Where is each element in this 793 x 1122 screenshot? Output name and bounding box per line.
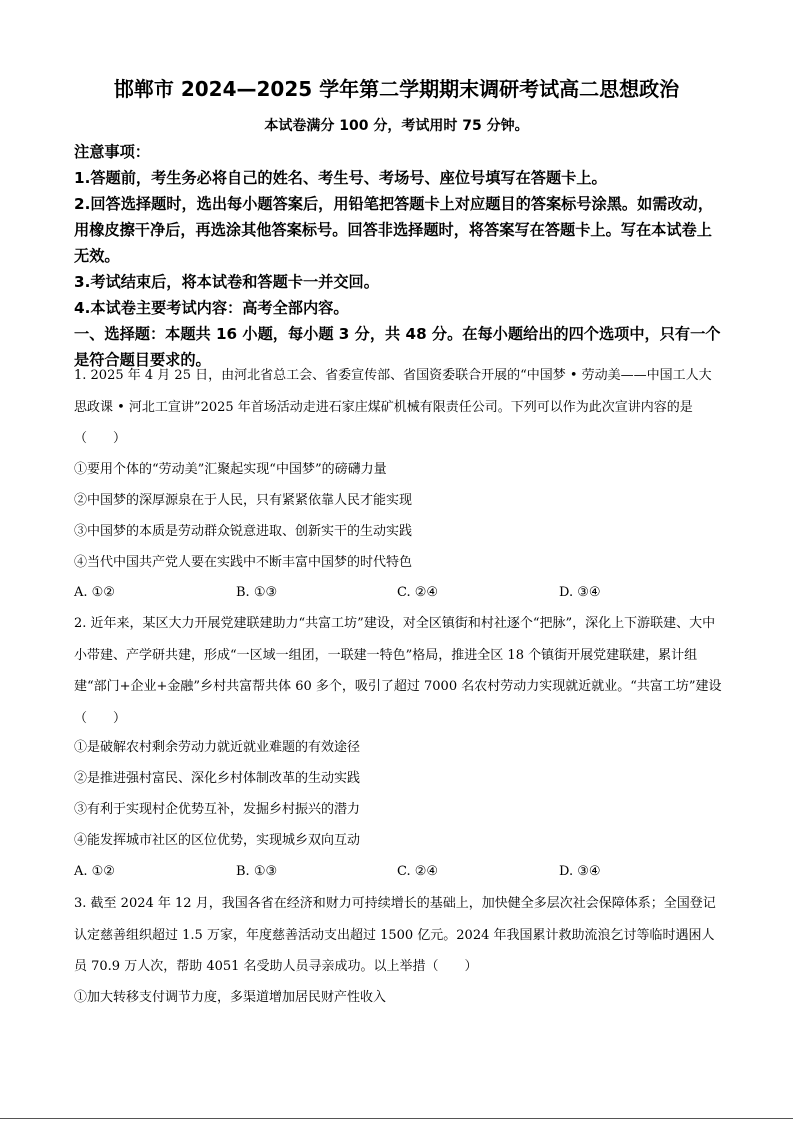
section-heading: 一、选择题：本题共 16 小题，每小题 3 分，共 48 分。在每小题给出的四个选项中，只有一个是符合题目要求的。 [74,325,721,369]
notice-item-1: 1.答题前，考生务必将自己的姓名、考生号、考场号、座位号填写在答题卡上。 [74,169,607,187]
notice-item-3: 3.考试结束后，将本试卷和答题卡一并交回。 [74,273,379,291]
question-1-option-4: ④当代中国共产党人要在实践中不断丰富中国梦的时代特色 [74,555,413,570]
notice-item-4: 4.本试卷主要考试内容：高考全部内容。 [74,299,349,317]
choice-c: C. ②④ [397,864,439,879]
question-stem: 2. 近年来，某区大力开展党建联建助力“共富工坊”建设，对全区镇街和村社逐个“把脉”，深化上下游联建、大中小带建、产学研共建，形成“一区域一组团，一联建一特色”格局，推进全区 18 个镇街开展党建联建，累计组建“部门+企业+金融”乡村共富帮共体 60 多个，吸引了超过 7000 名农村劳动力实现就近就业。“共富工坊”建设（ ） [74,616,722,726]
choice-b: B. ①③ [236,585,278,600]
question-1-choices [74,582,694,604]
question-stem: 1. 2025 年 4 月 25 日，由河北省总工会、省委宣传部、省国资委联合开展的“中国梦 • 劳动美——中国工人大思政课 • 河北工宣讲”2025 年首场活动走进石家庄煤矿机械有限责任公司。下列可以作为此次宣讲内容的是（ ） [74,368,712,446]
question-1-option-1: ①要用个体的“劳动美”汇聚起实现“中国梦”的磅礴力量 [74,462,387,477]
question-2-option-3: ③有利于实现村企优势互补，发掘乡村振兴的潜力 [74,802,361,817]
question-2-option-2: ②是推进强村富民、深化乡村体制改革的生动实践 [74,771,361,786]
question-2-option-1: ①是破解农村剩余劳动力就近就业难题的有效途径 [74,740,361,755]
question-2-option-4: ④能发挥城市社区的区位优势，实现城乡双向互动 [74,833,361,848]
choice-d: D. ③④ [559,864,601,879]
question-2-stem [74,608,722,734]
question-1-option-3: ③中国梦的本质是劳动群众锐意进取、创新实干的生动实践 [74,524,413,539]
question-1-stem [74,360,722,455]
choice-a: A. ①② [74,585,115,600]
question-1-option-2: ②中国梦的深厚源泉在于人民，只有紧紧依靠人民才能实现 [74,493,413,508]
question-3-option-1: ①加大转移支付调节力度，多渠道增加居民财产性收入 [74,990,387,1005]
question-2-choices [74,861,694,883]
choice-c: C. ②④ [397,585,439,600]
notice-item-2: 2.回答选择题时，选出每小题答案后，用铅笔把答题卡上对应题目的答案标号涂黑。如需改动，用橡皮擦干净后，再选涂其他答案标号。回答非选择题时，将答案写在答题卡上。写在本试卷上无效。 [74,195,714,265]
choice-b: B. ①③ [236,864,278,879]
page-bottom-rule [0,1118,793,1119]
choice-a: A. ①② [74,864,115,879]
exam-title: 邯郸市 2024—2025 学年第二学期期末调研考试高二思想政治 [113,77,680,101]
exam-subtitle: 本试卷满分 100 分，考试用时 75 分钟。 [264,118,529,134]
choice-d: D. ③④ [559,585,601,600]
notice-section [74,139,722,373]
notice-heading: 注意事项： [74,143,150,161]
question-3-stem [74,888,722,983]
question-stem: 3. 截至 2024 年 12 月，我国各省在经济和财力可持续增长的基础上，加快健全多层次社会保障体系；全国登记认定慈善组织超过 1.5 万家，年度慈善活动支出超过 1500 亿元。2024 年我国累计救助流浪乞讨等临时遇困人员 70.9 万人次，帮助 4051 名受助人员寻亲成功。以上举措（ ） [74,896,716,974]
